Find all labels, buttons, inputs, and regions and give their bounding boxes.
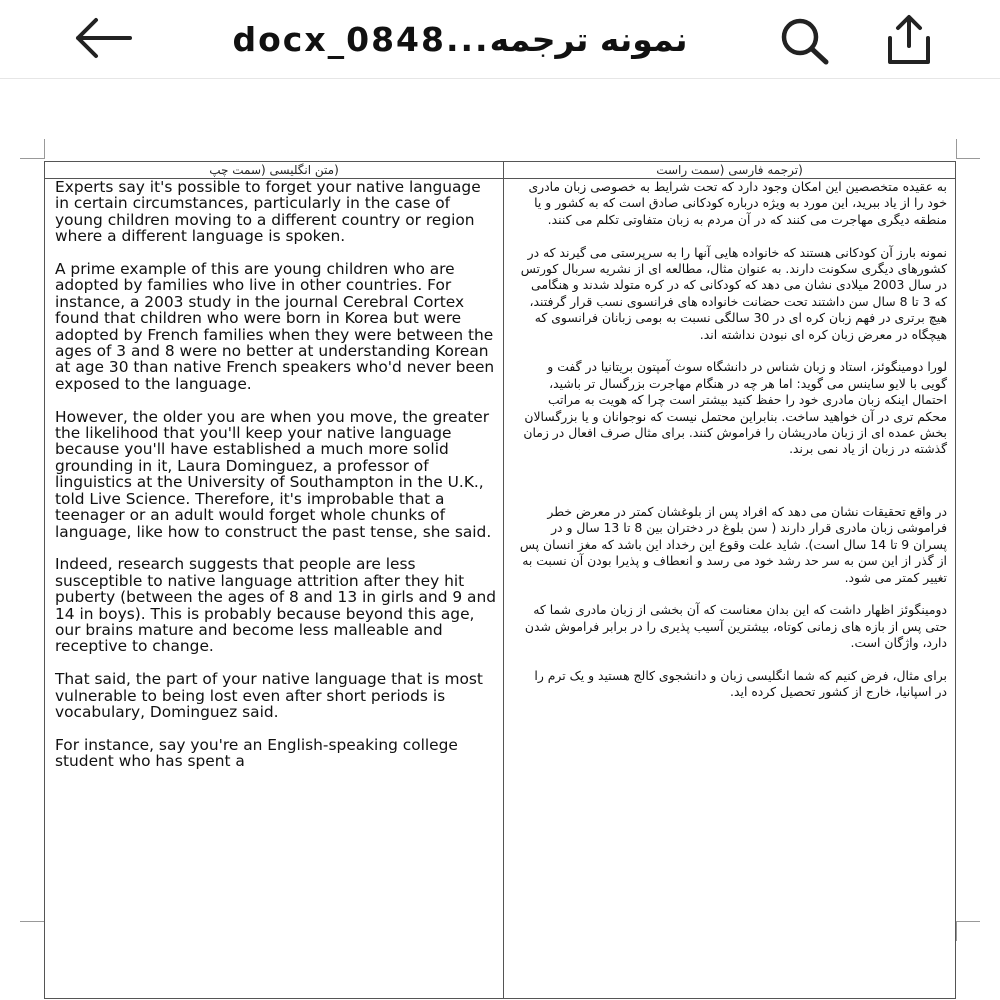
english-paragraph: For instance, say you're an English-speaking college student who has spent a <box>55 735 458 771</box>
persian-text-column <box>519 179 947 717</box>
crop-mark <box>956 921 980 922</box>
back-arrow-icon[interactable] <box>70 14 134 62</box>
english-paragraph: A prime example of this are young children who are adopted by families who live in other countries. For instance, a 2003 study in the journal Cerebral Cortex found that children who were born in Korea but were adopted by French families when they were between the ages of 3 and 8 were no better at understanding Korean at age 30 than native French speakers who'd never been exposed to the language. <box>55 260 495 393</box>
crop-mark <box>956 139 957 159</box>
header-english-column: (متن انگلیسی (سمت چپ <box>209 163 339 177</box>
english-paragraph: Indeed, research suggests that people are less susceptible to native language attrition after they hit puberty (between the ages of 8 and 13 in girls and 9 and 14 in boys). This is probably because beyond this age, our brains mature and become less malleable and receptive to change. <box>55 555 497 656</box>
table-header-row <box>45 162 955 179</box>
top-app-bar <box>0 0 1000 79</box>
document-page[interactable] <box>0 79 1000 1000</box>
header-persian-column: (ترجمه فارسی (سمت راست <box>656 163 803 177</box>
persian-paragraph: دومینگوئز اظهار داشت که این بدان معناست که آن بخشی از زبان مادری شما که حتی پس از بازه های زمانی کوتاه، بیشترین آسیب پذیری را در برابر فراموش شدن دارد، واژگان است. <box>524 602 947 651</box>
persian-paragraph: در واقع تحقیقات نشان می دهد که افراد پس از بلوغشان کمتر در معرض خطر فراموشی زبان مادری قرار دارند ( سن بلوغ در دختران بین 8 تا 13 سال و در پسران 9 تا 14 سال است). شاید علت وقوع این رخداد این باشد که مغز انسان پس از گذر از این سن به سر حد رشد خود می رسد و انعطاف و پذیرا بودن آن نسبت به تغییر کمتر می شود. <box>519 503 947 585</box>
english-paragraph: That said, the part of your native language that is most vulnerable to being lost even after short periods is vocabulary, Dominguez said. <box>55 670 483 721</box>
translation-table <box>44 161 956 999</box>
english-paragraph: Experts say it's possible to forget your native language in certain circumstances, particularly in the case of young children moving to a different country or region where a different language is spoken. <box>55 178 481 246</box>
document-title: docx_0848...نمونه ترجمه <box>232 20 688 59</box>
crop-mark <box>956 921 957 941</box>
english-paragraph: However, the older you are when you move, the greater the likelihood that you'll keep your native language because you'll have established a much more solid grounding in it, Laura Dominguez, a professor of linguistics at the University of Southampton in the U.K., told Live Science. Therefore, it's improbable that a teenager or an adult would forget whole chunks of language, like how to construct the past tense, she said. <box>55 407 492 541</box>
column-divider <box>503 162 504 998</box>
persian-paragraph: نمونه بارز آن کودکانی هستند که خانواده هایی آنها را به سرپرستی می گیرند که در کشورهای دیگری سکونت دارند. به عنوان مثال، مطالعه ای از نشریه سربال کورتس در سال 2003 میلادی نشان می دهد که کودکانی که در کره متولد شدند و هنگامی که 3 تا 8 سال سن داشتند تحت حضانت خانواده های فرانسوی نسب قرار گرفتند، هیچ برتری در فهم زبان کره ای در 30 سالگی نسبت به بومی زبانان فرانسوی که هیچگاه در معرض زبان کره ای نبودن نداشته اند. <box>520 244 947 342</box>
persian-paragraph: به عقیده متخصصین این امکان وجود دارد که تحت شرایط به خصوصی زبان مادری خود را از یاد ببرید، این مورد به ویژه درباره کودکانی صادق است که به کشور و یا منطقه دیگری مهاجرت می کنند که در آن مردم به زبان متفاوتی تکلم می کنند. <box>528 179 947 227</box>
crop-mark <box>44 139 45 159</box>
search-icon[interactable] <box>776 14 834 66</box>
crop-mark <box>20 158 44 159</box>
crop-mark <box>956 158 980 159</box>
persian-paragraph: برای مثال، فرض کنیم که شما انگلیسی زبان و دانشجوی کالج هستید و یک ترم را در اسپانیا، خارج از کشور تحصیل کرده اید. <box>534 667 947 700</box>
crop-mark <box>20 921 44 922</box>
persian-paragraph: لورا دومینگوئز، استاد و زبان شناس در دانشگاه سوث آمپتون بریتانیا در گفت و گویی با لایو ساینس می گوید: اما هر چه در هنگام مهاجرت بزرگسال تر باشید، احتمال اینکه زبان مادری خود را حفظ کنید بیشتر است چرا که هویت به مراتب محکم تری در آن خواهید ساخت. بنابراین محتمل نیست که نوجوانان و یا بزرگسالان بخش عمده ای از زبان مادریشان را فراموش کنند. برای مثال صرف افعال در زمان گذشته در زبان از یاد نمی برند. <box>523 359 947 457</box>
share-icon[interactable] <box>880 12 938 68</box>
english-text-column <box>55 179 499 786</box>
